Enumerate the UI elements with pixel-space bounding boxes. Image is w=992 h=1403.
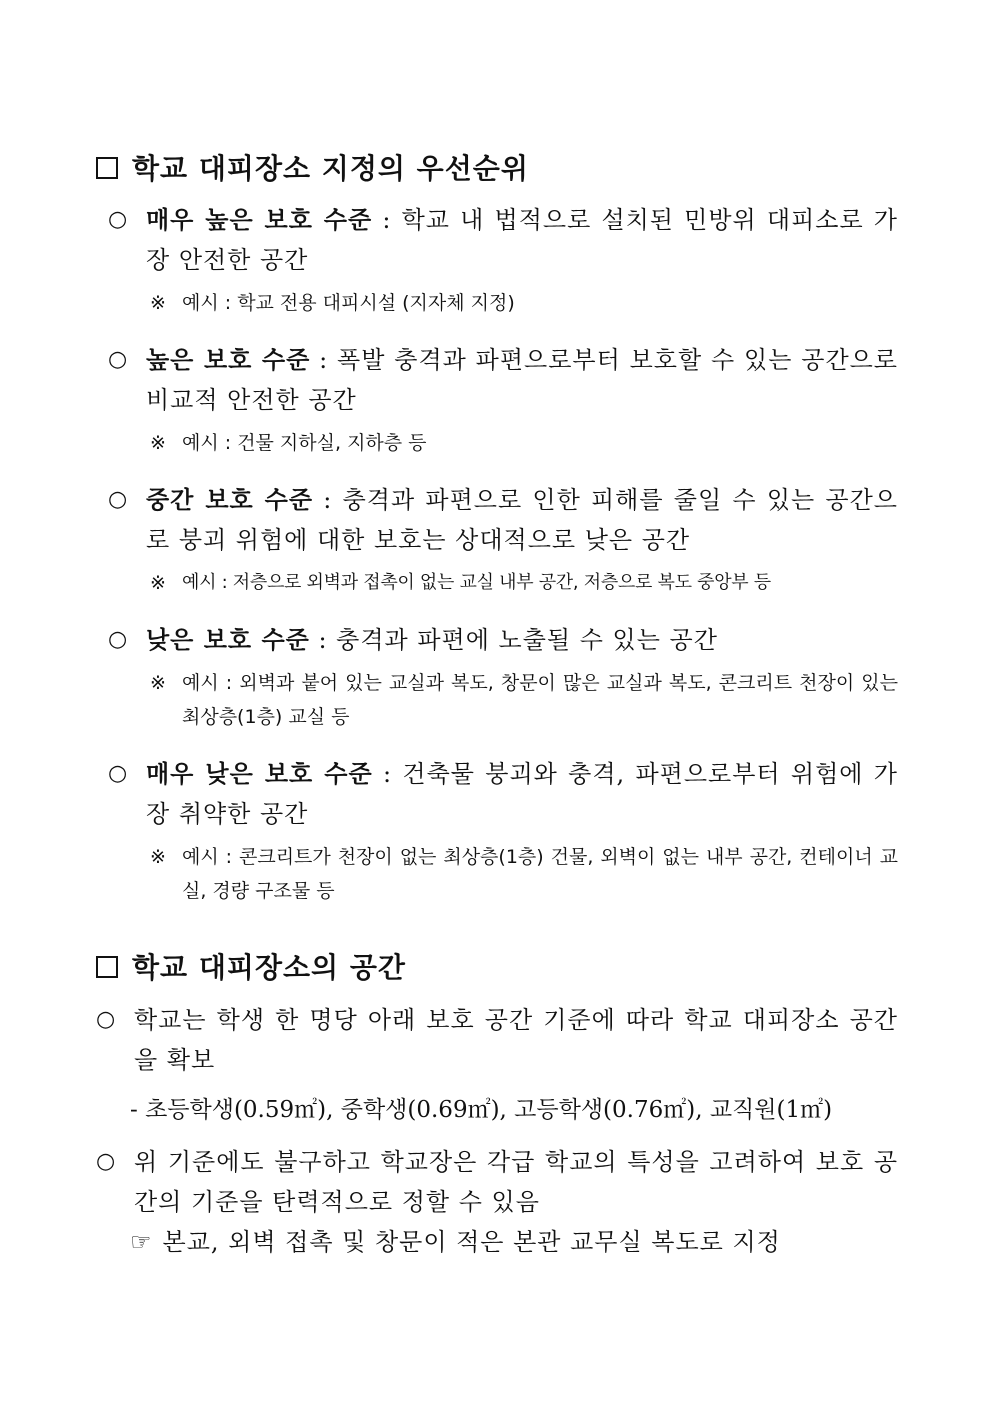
circle-bullet-icon: ○	[108, 487, 128, 512]
list-item-medium	[108, 480, 898, 560]
circle-bullet-icon: ○	[108, 761, 128, 786]
section-title: 학교 대피장소 지정의 우선순위	[132, 152, 529, 185]
reference-mark-icon: ※	[150, 432, 166, 454]
list-item-high	[108, 340, 898, 420]
level-term: 매우 높은 보호 수준	[146, 206, 373, 234]
level-term: 높은 보호 수준	[146, 346, 311, 374]
pointing-hand-icon: ☞	[130, 1228, 153, 1256]
circle-bullet-icon: ○	[96, 1149, 116, 1174]
section-heading-space	[96, 946, 406, 986]
reference-mark-icon: ※	[150, 672, 166, 694]
circle-bullet-icon: ○	[108, 347, 128, 372]
circle-bullet-icon: ○	[96, 1007, 116, 1032]
level-description: : 충격과 파편에 노출될 수 있는 공간	[309, 626, 718, 654]
designation-line: ☞ 본교, 외벽 접촉 및 창문이 적은 본관 교무실 복도로 지정	[130, 1228, 781, 1256]
example-note: ※ 예시 : 외벽과 붙어 있는 교실과 복도, 창문이 많은 교실과 복도, 콘크리트 천장이 있는 최상층(1층) 교실 등	[150, 666, 898, 734]
example-note: ※ 예시 : 학교 전용 대피시설 (지자체 지정)	[150, 286, 898, 320]
circle-bullet-icon: ○	[108, 627, 128, 652]
level-description: : 건축물 붕괴와 충격, 파편으로부터 위험에 가장 취약한 공간	[146, 760, 898, 828]
square-bullet-icon	[96, 157, 118, 179]
section-title: 학교 대피장소의 공간	[132, 951, 406, 984]
section-heading-priority	[96, 147, 529, 187]
level-description: : 폭발 충격과 파편으로부터 보호할 수 있는 공간으로 비교적 안전한 공간	[146, 346, 898, 414]
level-term: 낮은 보호 수준	[146, 626, 310, 654]
list-item-flexible-standard: ○ 위 기준에도 불구하고 학교장은 각급 학교의 특성을 고려하여 보호 공간의 기준을 탄력적으로 정할 수 있음	[96, 1142, 898, 1222]
level-term: 매우 낮은 보호 수준	[146, 760, 373, 788]
example-note: ※ 예시 : 저층으로 외벽과 접촉이 없는 교실 내부 공간, 저층으로 복도 중앙부 등	[150, 566, 898, 600]
space-per-person-line: - 초등학생(0.59㎡), 중학생(0.69㎡), 고등학생(0.76㎡), 교직원(1㎡)	[130, 1097, 833, 1123]
reference-mark-icon: ※	[150, 572, 166, 594]
example-note: ※ 예시 : 콘크리트가 천장이 없는 최상층(1층) 건물, 외벽이 없는 내부 공간, 컨테이너 교실, 경량 구조물 등	[150, 840, 898, 908]
level-description: : 충격과 파편으로 인한 피해를 줄일 수 있는 공간으로 붕괴 위험에 대한 보호는 상대적으로 낮은 공간	[146, 486, 898, 554]
list-item-space-standard: ○ 학교는 학생 한 명당 아래 보호 공간 기준에 따라 학교 대피장소 공간을 확보	[96, 1000, 898, 1080]
example-note: ※ 예시 : 건물 지하실, 지하층 등	[150, 426, 898, 460]
square-bullet-icon	[96, 956, 118, 978]
list-item-very-low	[108, 754, 898, 834]
level-description: : 학교 내 법적으로 설치된 민방위 대피소로 가장 안전한 공간	[146, 206, 898, 274]
reference-mark-icon: ※	[150, 292, 166, 314]
reference-mark-icon: ※	[150, 846, 166, 868]
list-item-low	[108, 620, 898, 660]
level-term: 중간 보호 수준	[146, 486, 314, 514]
list-item-very-high	[108, 200, 898, 280]
circle-bullet-icon: ○	[108, 207, 128, 232]
